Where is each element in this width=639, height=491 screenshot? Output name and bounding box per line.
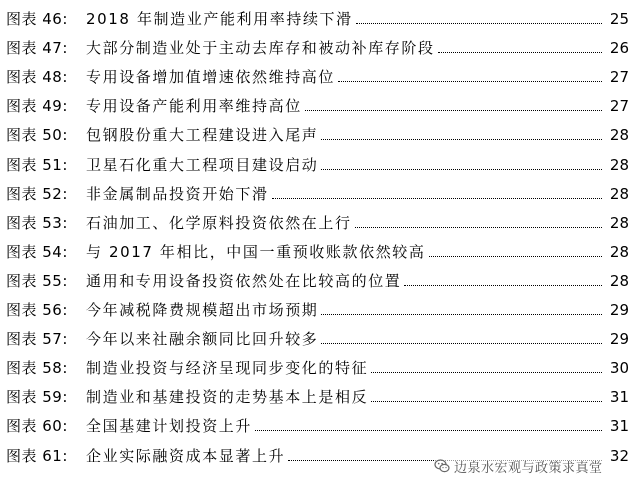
page-number: 27 (609, 68, 629, 87)
figure-label: 图表 49: (6, 97, 68, 116)
dot-leader (355, 227, 602, 228)
page-number: 28 (609, 155, 629, 174)
page-number: 31 (609, 417, 629, 436)
toc-entry[interactable] (0, 146, 639, 174)
figure-title: 专用设备产能利用率维持高位 (86, 97, 302, 116)
toc-entry[interactable] (0, 262, 639, 290)
toc-entry[interactable] (0, 378, 639, 406)
figure-label: 图表 52: (6, 184, 68, 203)
dot-leader (321, 314, 602, 315)
figure-title: 石油加工、化学原料投资依然在上行 (86, 213, 352, 232)
figure-title: 包钢股份重大工程建设进入尾声 (86, 126, 319, 145)
dot-leader (321, 139, 602, 140)
dot-leader (321, 169, 602, 170)
dot-leader (429, 256, 602, 257)
figure-title: 企业实际融资成本显著上升 (86, 446, 286, 465)
page-number: 27 (609, 97, 629, 116)
figure-title: 今年以来社融余额同比回升较多 (86, 330, 319, 349)
toc-entry[interactable] (0, 407, 639, 435)
figure-label: 图表 53: (6, 213, 68, 232)
figure-title: 今年减税降费规模超出市场预期 (86, 301, 319, 319)
toc-entry[interactable] (0, 0, 639, 28)
page-number: 25 (609, 10, 629, 28)
toc-entry[interactable] (0, 29, 639, 57)
page-number: 28 (609, 242, 629, 261)
figure-label: 图表 51: (6, 155, 68, 174)
dot-leader (404, 285, 602, 286)
figure-label: 图表 57: (6, 330, 68, 349)
toc-entry[interactable] (0, 116, 639, 144)
toc-entry[interactable] (0, 349, 639, 377)
page-number: 31 (609, 388, 629, 407)
figure-label: 图表 58: (6, 359, 68, 378)
dot-leader (321, 343, 602, 344)
dot-leader (371, 372, 602, 373)
page-number: 28 (609, 184, 629, 203)
dot-leader (255, 430, 602, 431)
figure-label: 图表 61: (6, 446, 68, 465)
page-number: 29 (609, 301, 629, 319)
figure-title: 卫星石化重大工程项目建设启动 (86, 155, 319, 174)
figure-label: 图表 47: (6, 39, 68, 58)
figure-label: 图表 50: (6, 126, 68, 145)
page-number: 29 (609, 330, 629, 349)
page-number: 26 (609, 39, 629, 58)
dot-leader (305, 110, 602, 111)
figure-label: 图表 54: (6, 242, 68, 261)
watermark-text: 边泉水宏观与政策求真堂 (454, 460, 603, 476)
toc-entry[interactable] (0, 204, 639, 232)
figure-title: 全国基建计划投资上升 (86, 417, 253, 436)
page-number: 32 (609, 446, 629, 465)
page-number: 28 (609, 271, 629, 290)
toc-entry[interactable] (0, 175, 639, 203)
figure-label: 图表 55: (6, 271, 68, 290)
figure-title: 大部分制造业处于主动去库存和被动补库存阶段 (86, 39, 435, 58)
figure-title: 与 2017 年相比，中国一重预收账款依然较高 (86, 242, 426, 261)
figure-title: 制造业投资与经济呈现同步变化的特征 (86, 359, 369, 378)
figure-title: 通用和专用设备投资依然处在比较高的位置 (86, 271, 402, 290)
figure-label: 图表 60: (6, 417, 68, 436)
dot-leader (356, 23, 602, 24)
page-number: 30 (609, 359, 629, 378)
dot-leader (438, 52, 602, 53)
wechat-icon (434, 458, 450, 474)
figure-title: 制造业和基建投资的走势基本上是相反 (86, 388, 369, 407)
figure-label: 图表 46: (6, 10, 68, 28)
figure-title: 非金属制品投资开始下滑 (86, 184, 269, 203)
page-number: 28 (609, 213, 629, 232)
figure-title: 专用设备增加值增速依然维持高位 (86, 68, 336, 87)
toc-entry[interactable] (0, 87, 639, 115)
dot-leader (371, 401, 602, 402)
figure-label: 图表 56: (6, 301, 68, 319)
figure-title: 2018 年制造业产能利用率持续下滑 (86, 10, 353, 28)
toc-entry[interactable] (0, 291, 639, 319)
figure-label: 图表 59: (6, 388, 68, 407)
watermark (434, 452, 603, 480)
figure-label: 图表 48: (6, 68, 68, 87)
toc-entry[interactable] (0, 233, 639, 261)
dot-leader (338, 81, 602, 82)
page-number: 28 (609, 126, 629, 145)
dot-leader (272, 198, 602, 199)
toc-entry[interactable] (0, 320, 639, 348)
toc-entry[interactable] (0, 58, 639, 86)
